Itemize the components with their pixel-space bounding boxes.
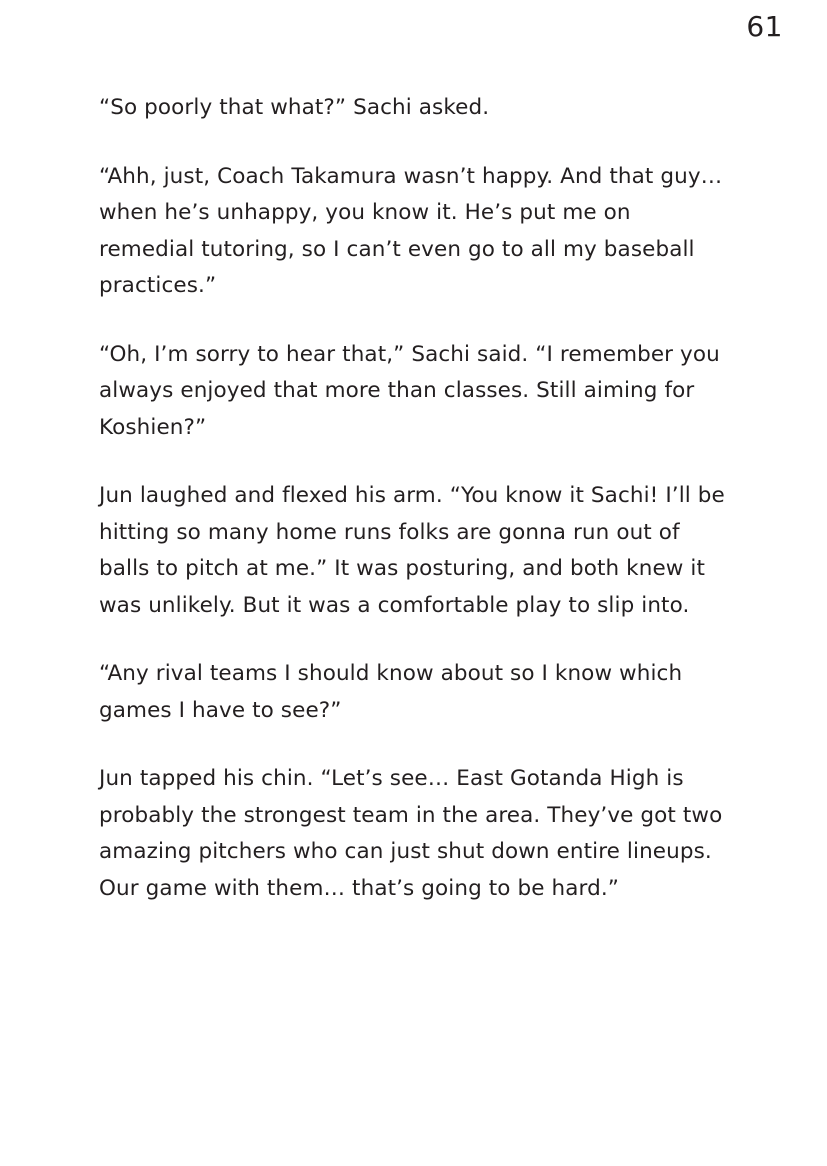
paragraph: Jun tapped his chin. “Let’s see… East Gotanda High is probably the strongest team in the area. They’ve got two amazing pitchers who can just shut down entire lineups. Our game with them… that’s going to be hard.” [99, 766, 723, 901]
paragraph: “Any rival teams I should know about so I know which games I have to see?” [99, 661, 683, 723]
page-number: 61 [746, 10, 783, 43]
page-body [99, 90, 731, 907]
paragraph: “Oh, I’m sorry to hear that,” Sachi said. “I remember you always enjoyed that more than classes. Still aiming for Koshien?” [99, 341, 720, 440]
paragraph: “Ahh, just, Coach Takamura wasn’t happy. And that guy… when he’s unhappy, you know it. He’s put me on remedial tutoring, so I can’t even go to all my baseball practices.” [99, 163, 723, 298]
paragraph: “So poorly that what?” Sachi asked. [99, 95, 490, 120]
paragraph: Jun laughed and flexed his arm. “You know it Sachi! I’ll be hitting so many home runs folks are gonna run out of balls to pitch at me.” It was posturing, and both knew it was unlikely. But it was a comfortable play to slip into. [99, 483, 725, 618]
